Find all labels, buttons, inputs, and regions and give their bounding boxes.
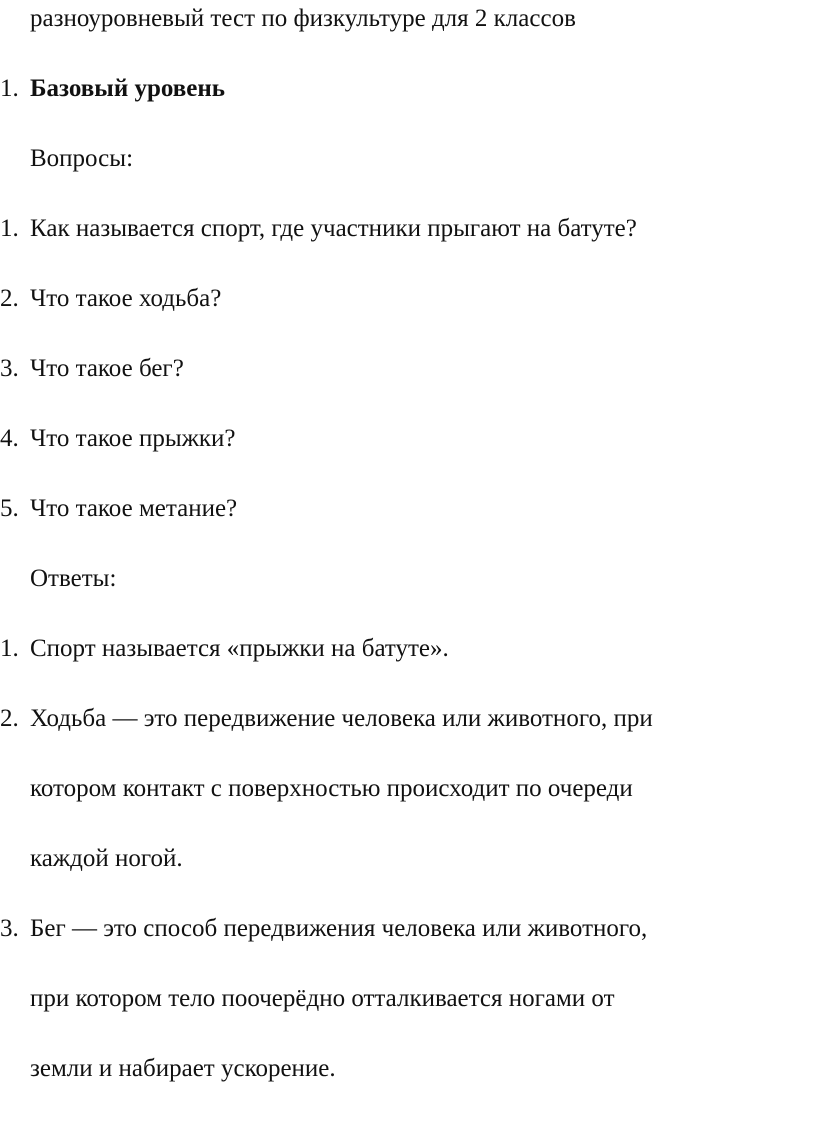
answer-text-line: каждой ногой. — [30, 845, 183, 872]
question-item — [0, 214, 637, 244]
question-text: Что такое прыжки? — [30, 425, 236, 452]
question-number: 4. — [0, 425, 19, 452]
question-number: 5. — [0, 495, 19, 522]
answer-number: 3. — [0, 915, 19, 942]
answer-text-line: Спорт называется «прыжки на батуте». — [30, 635, 449, 662]
question-text: Что такое метание? — [30, 495, 238, 522]
question-text: Что такое ходьба? — [30, 285, 222, 312]
question-number: 1. — [0, 215, 19, 242]
answer-item — [0, 704, 653, 734]
level-heading — [0, 74, 225, 104]
answer-text-line: земли и набирает ускорение. — [30, 1055, 336, 1082]
level-number: 1. — [0, 75, 19, 102]
question-item — [0, 424, 236, 454]
question-item — [0, 494, 237, 524]
answer-item — [0, 914, 647, 944]
answer-text-line: Бег — это способ передвижения человека или животного, — [30, 915, 648, 942]
question-item — [0, 354, 184, 384]
answer-number: 1. — [0, 635, 19, 662]
answer-text-line: котором контакт с поверхностью происходит по очереди — [30, 775, 633, 802]
questions-heading: Вопросы: — [30, 145, 134, 172]
question-number: 3. — [0, 355, 19, 382]
question-item — [0, 284, 221, 314]
answer-text-line: при котором тело поочерёдно отталкивается ногами от — [30, 985, 615, 1012]
answers-heading: Ответы: — [30, 565, 117, 592]
answer-item — [0, 634, 449, 664]
question-text: Как называется спорт, где участники прыгают на батуте? — [30, 215, 637, 242]
question-text: Что такое бег? — [30, 355, 184, 382]
answer-text-line: Ходьба — это передвижение человека или животного, при — [30, 705, 653, 732]
question-number: 2. — [0, 285, 19, 312]
level-label: Базовый уровень — [30, 75, 225, 102]
answer-number: 2. — [0, 705, 19, 732]
document-title: разноуровневый тест по физкультуре для 2 классов — [30, 5, 576, 32]
